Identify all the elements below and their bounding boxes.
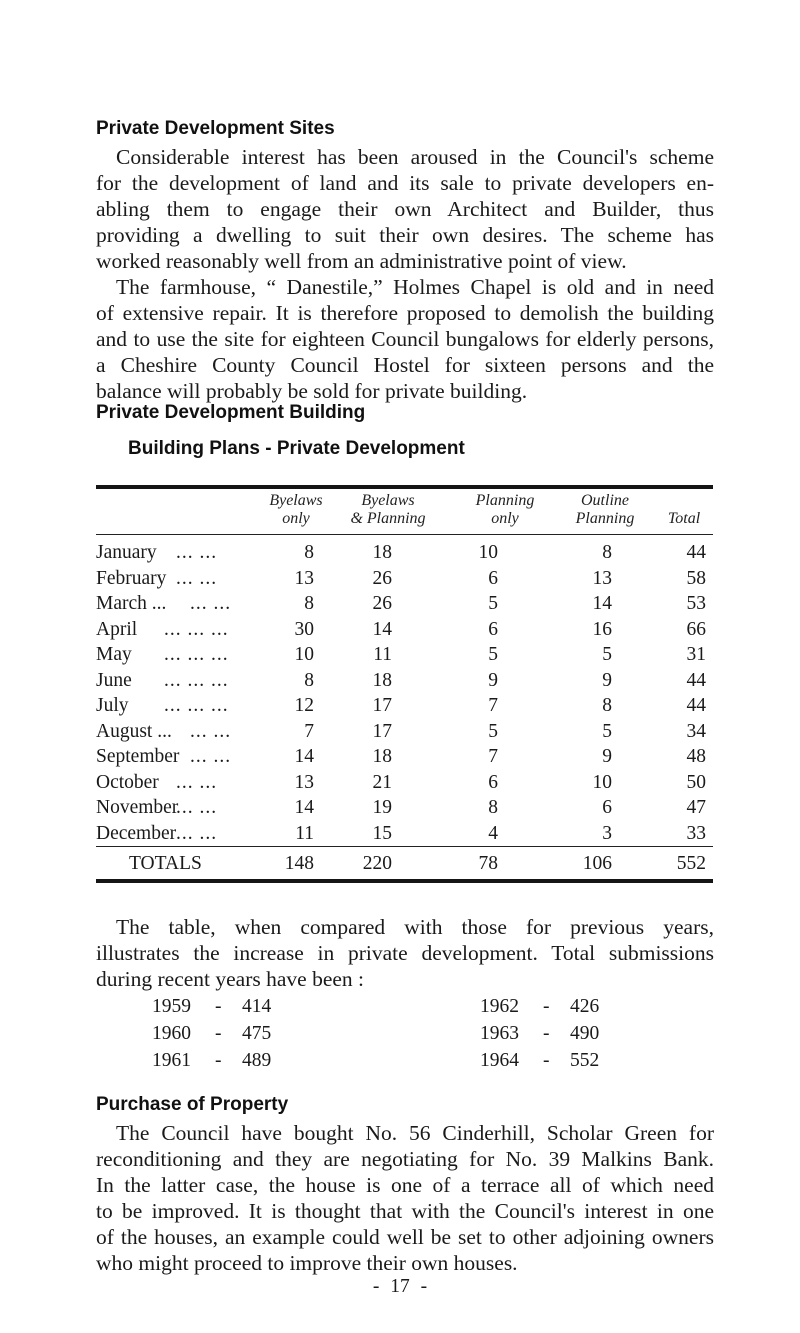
header-byelaws-planning-l1: Byelaws <box>361 492 415 509</box>
leader-dots: ... ... <box>190 593 232 614</box>
month-label: February <box>96 567 167 589</box>
header-planning-only-l1: Planning <box>475 492 535 509</box>
total-outline-planning: 106 <box>582 853 612 874</box>
section-heading-private-development-sites: Private Development Sites <box>96 118 335 139</box>
table-cell: 6 <box>488 771 498 793</box>
para3-line: during recent years have been : <box>96 967 365 991</box>
table-cell: 10 <box>592 771 612 793</box>
page-number: - 17 - <box>372 1276 428 1297</box>
table-cell: 5 <box>488 720 498 742</box>
month-label: January <box>96 542 157 563</box>
submission-year: 1960 <box>152 1023 191 1044</box>
table-cell: 6 <box>488 567 498 589</box>
month-label: May <box>96 644 132 665</box>
table-cell: 8 <box>304 542 314 563</box>
para4-line: of the houses, an example could well be set to other adjoining owners <box>96 1225 714 1249</box>
totals-rule <box>96 846 713 847</box>
submission-dash: - <box>543 1050 550 1071</box>
table-cell: 18 <box>372 542 392 563</box>
table-cell: 26 <box>372 593 392 614</box>
total-planning-only: 78 <box>478 853 498 874</box>
table-cell: 7 <box>488 695 498 716</box>
table-cell: 11 <box>373 644 392 665</box>
leader-dots: ... ... <box>176 797 218 818</box>
table-cell: 15 <box>372 822 392 844</box>
table-cell: 19 <box>372 797 392 818</box>
para4-line: reconditioning and they are negotiating for No. 39 Malkins Bank. <box>96 1147 714 1171</box>
leader-dots: ... ... <box>176 822 218 844</box>
table-cell: 9 <box>602 669 612 691</box>
table-cell: 50 <box>686 771 706 793</box>
table-cell: 17 <box>372 720 392 742</box>
para2-line: The farmhouse, “ Danestile,” Holmes Chapel is old and in need <box>116 275 714 299</box>
table-cell: 8 <box>602 695 612 716</box>
table-cell: 48 <box>686 746 706 767</box>
para2-line: and to use the site for eighteen Council bungalows for elderly persons, <box>96 327 714 351</box>
para2-line: a Cheshire County Council Hostel for sixteen persons and the <box>96 353 714 377</box>
table-cell: 14 <box>294 746 314 767</box>
submission-year: 1964 <box>480 1050 519 1071</box>
submission-count: 426 <box>570 996 600 1017</box>
leader-dots: ... ... <box>176 542 218 563</box>
table-cell: 11 <box>295 822 314 844</box>
submission-count: 552 <box>570 1050 600 1071</box>
para4-line: The Council have bought No. 56 Cinderhill, Scholar Green for <box>116 1121 714 1145</box>
total-total: 552 <box>676 853 706 874</box>
para4-line: to be improved. It is thought that with the Council's interest in one <box>96 1199 714 1223</box>
leader-dots: ... ... <box>176 567 218 589</box>
table-cell: 8 <box>602 542 612 563</box>
table-cell: 21 <box>372 771 392 793</box>
table-cell: 34 <box>686 720 706 742</box>
submission-dash: - <box>215 1050 222 1071</box>
para1-line: worked reasonably well from an administrative point of view. <box>96 249 627 273</box>
total-byelaws-planning: 220 <box>362 853 392 874</box>
table-cell: 5 <box>602 644 612 665</box>
submission-dash: - <box>543 1023 550 1044</box>
table-cell: 5 <box>488 593 498 614</box>
table-top-rule <box>96 485 713 489</box>
table-cell: 13 <box>294 771 314 793</box>
submission-year: 1961 <box>152 1050 191 1071</box>
header-byelaws-planning-l2: & Planning <box>350 510 426 527</box>
table-cell: 13 <box>592 567 612 589</box>
table-cell: 44 <box>686 669 706 691</box>
table-cell: 13 <box>294 567 314 589</box>
table-cell: 6 <box>602 797 612 818</box>
submission-count: 490 <box>570 1023 600 1044</box>
leader-dots: ... ... ... <box>164 618 229 640</box>
totals-label: TOTALS <box>129 853 202 874</box>
month-label: July <box>96 695 129 716</box>
table-cell: 3 <box>602 822 612 844</box>
leader-dots: ... ... <box>176 771 218 793</box>
header-byelaws-only-l2: only <box>282 510 310 527</box>
para3-line: illustrates the increase in private development. Total submissions <box>96 941 714 965</box>
table-cell: 8 <box>304 669 314 691</box>
section-heading-purchase-of-property: Purchase of Property <box>96 1094 289 1115</box>
table-cell: 30 <box>294 618 314 640</box>
header-outline-planning-l1: Outline <box>581 492 629 509</box>
leader-dots: ... ... <box>190 720 232 742</box>
para1-line: providing a dwelling to suit their own desires. The scheme has <box>96 223 714 247</box>
para1-line: abling them to engage their own Architect and Builder, thus <box>96 197 714 221</box>
para2-line: of extensive repair. It is therefore proposed to demolish the building <box>96 301 714 325</box>
submission-count: 489 <box>242 1050 272 1071</box>
table-cell: 31 <box>686 644 706 665</box>
table-cell: 6 <box>488 618 498 640</box>
table-cell: 53 <box>686 593 706 614</box>
table-cell: 16 <box>592 618 612 640</box>
table-cell: 12 <box>294 695 314 716</box>
submission-dash: - <box>215 996 222 1017</box>
header-outline-planning-l2: Planning <box>575 510 635 527</box>
table-cell: 47 <box>686 797 706 818</box>
table-cell: 7 <box>304 720 314 742</box>
table-cell: 18 <box>372 746 392 767</box>
table-cell: 44 <box>686 542 706 563</box>
table-cell: 44 <box>686 695 706 716</box>
table-cell: 14 <box>372 618 392 640</box>
table-cell: 7 <box>488 746 498 767</box>
submission-count: 475 <box>242 1023 272 1044</box>
para4-line: who might proceed to improve their own houses. <box>96 1251 518 1275</box>
submission-year: 1963 <box>480 1023 519 1044</box>
section-heading-private-development-building: Private Development Building <box>96 402 366 423</box>
header-planning-only-l2: only <box>491 510 519 527</box>
month-label: December <box>96 822 177 844</box>
table-cell: 26 <box>372 567 392 589</box>
table-cell: 8 <box>304 593 314 614</box>
submission-year: 1962 <box>480 996 519 1017</box>
table-cell: 58 <box>686 567 706 589</box>
table-title: Building Plans - Private Development <box>128 438 465 459</box>
table-cell: 66 <box>686 618 706 640</box>
month-label: November <box>96 797 179 818</box>
table-cell: 18 <box>372 669 392 691</box>
total-byelaws-only: 148 <box>284 853 314 874</box>
table-cell: 10 <box>478 542 498 563</box>
table-bottom-rule <box>96 879 713 883</box>
leader-dots: ... ... ... <box>164 669 229 691</box>
para3-line: The table, when compared with those for previous years, <box>116 915 714 939</box>
leader-dots: ... ... <box>190 746 232 767</box>
table-cell: 9 <box>488 669 498 691</box>
para2-line: balance will probably be sold for private building. <box>96 379 528 403</box>
submission-count: 414 <box>242 996 272 1017</box>
table-cell: 17 <box>372 695 392 716</box>
header-total: Total <box>667 510 701 527</box>
month-label: June <box>96 669 132 691</box>
submission-year: 1959 <box>152 996 191 1017</box>
month-label: April <box>96 618 138 640</box>
table-cell: 33 <box>686 822 706 844</box>
table-cell: 9 <box>602 746 612 767</box>
table-cell: 14 <box>294 797 314 818</box>
table-cell: 5 <box>602 720 612 742</box>
month-label: October <box>96 771 159 793</box>
table-cell: 8 <box>488 797 498 818</box>
header-byelaws-only-l1: Byelaws <box>269 492 323 509</box>
submission-dash: - <box>215 1023 222 1044</box>
table-cell: 10 <box>294 644 314 665</box>
leader-dots: ... ... ... <box>164 644 229 665</box>
para1-line: for the development of land and its sale to private developers en- <box>96 171 714 195</box>
table-cell: 5 <box>488 644 498 665</box>
table-cell: 4 <box>488 822 498 844</box>
month-label: August ... <box>96 720 172 742</box>
para1-line: Considerable interest has been aroused in the Council's scheme <box>116 145 714 169</box>
month-label: March ... <box>96 593 167 614</box>
table-cell: 14 <box>592 593 612 614</box>
leader-dots: ... ... ... <box>164 695 229 716</box>
month-label: September <box>96 746 180 767</box>
header-rule <box>96 534 713 535</box>
submission-dash: - <box>543 996 550 1017</box>
para4-line: In the latter case, the house is one of a terrace all of which need <box>96 1173 714 1197</box>
